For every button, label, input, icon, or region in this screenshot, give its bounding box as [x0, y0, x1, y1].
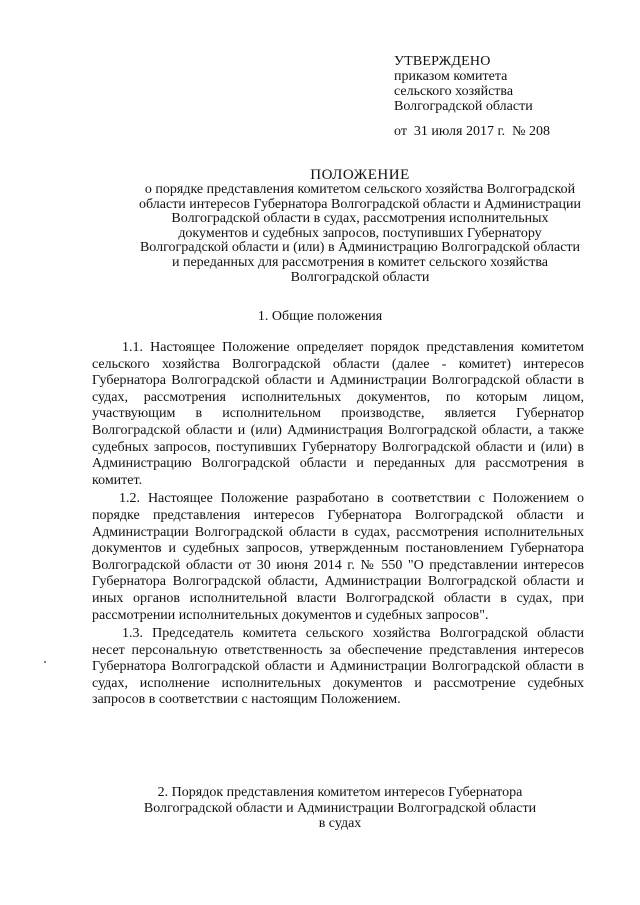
approval-line-1: приказом комитета [394, 69, 508, 84]
paragraph-1-3: 1.3. Председатель комитета сельского хозяйства Волгоградской области несет персональную ответственность за обеспечение представления интересов Губернатора Волгоградской области и Администрации Волгоградской области в судах, исполнение исполнительных документов и рассмотрение судебных запросов в соответствии с настоящим Положением. [92, 626, 584, 708]
title-line: о порядке представления комитетом сельского хозяйства Волгоградской [144, 182, 576, 197]
document-title-block [60, 167, 640, 285]
approval-stamp [394, 54, 533, 114]
title-line: документов и судебных запросов, поступивших Губернатору [178, 225, 542, 241]
approval-heading: УТВЕРЖДЕНО [394, 54, 491, 69]
title-line: и переданных для рассмотрения в комитет сельского хозяйства [171, 254, 549, 270]
section-2-heading [90, 785, 590, 832]
paragraph-1-2: 1.2. Настоящее Положение разработано в соответствии с Положением о порядке представления интересов Губернатора Волгоградской области и Администрации Волгоградской области в судах, рассмотрения исполнительных документов и судебных запросов, утвержденным постановлением Губернатора Волгоградской области от 30 июня 2014 г. № 550 "О представлении интересов Губернатора Волгоградской области, Администрации Волгоградской области и иных органов исполнительной власти Волгоградской области в судах, при рассмотрении исполнительных документов и судебных запросов". [92, 491, 584, 623]
approval-date: от 31 июля 2017 г. № 208 [394, 124, 550, 139]
section-2-heading-line-3: в судах [318, 816, 362, 831]
title-line: области интересов Губернатора Волгоградской области и Администрации [139, 196, 581, 212]
title-line: Волгоградской области в судах, рассмотрения исполнительных [171, 211, 549, 227]
scan-speck [44, 661, 46, 663]
title-line: Волгоградской области [290, 269, 430, 285]
section-1-body [92, 340, 584, 711]
title-line: Волгоградской области и (или) в Администрацию Волгоградской области [139, 240, 581, 256]
document-title: ПОЛОЖЕНИЕ [310, 167, 410, 183]
approval-line-3: Волгоградской области [394, 99, 533, 114]
approval-line-2: сельского хозяйства [394, 84, 514, 99]
section-2-heading-line-1: 2. Порядок представления комитетом интересов Губернатора [157, 785, 523, 800]
section-1-heading: 1. Общие положения [257, 309, 383, 324]
paragraph-1-1: 1.1. Настоящее Положение определяет порядок представления комитетом сельского хозяйства Волгоградской области (далее - комитет) интересов Губернатора Волгоградской области и Администрации Волгоградской области в судах, рассмотрения исполнительных документов, по которым лицом, участвующим в исполнительном производстве, является Губернатор Волгоградской области и (или) Администрация Волгоградской области, а также судебных запросов, поступивших Губернатору Волгоградской области и (или) в Администрацию Волгоградской области и переданных для рассмотрения в комитет. [92, 340, 584, 488]
section-2-heading-line-2: Волгоградской области и Администрации Волгоградской области [143, 800, 537, 816]
